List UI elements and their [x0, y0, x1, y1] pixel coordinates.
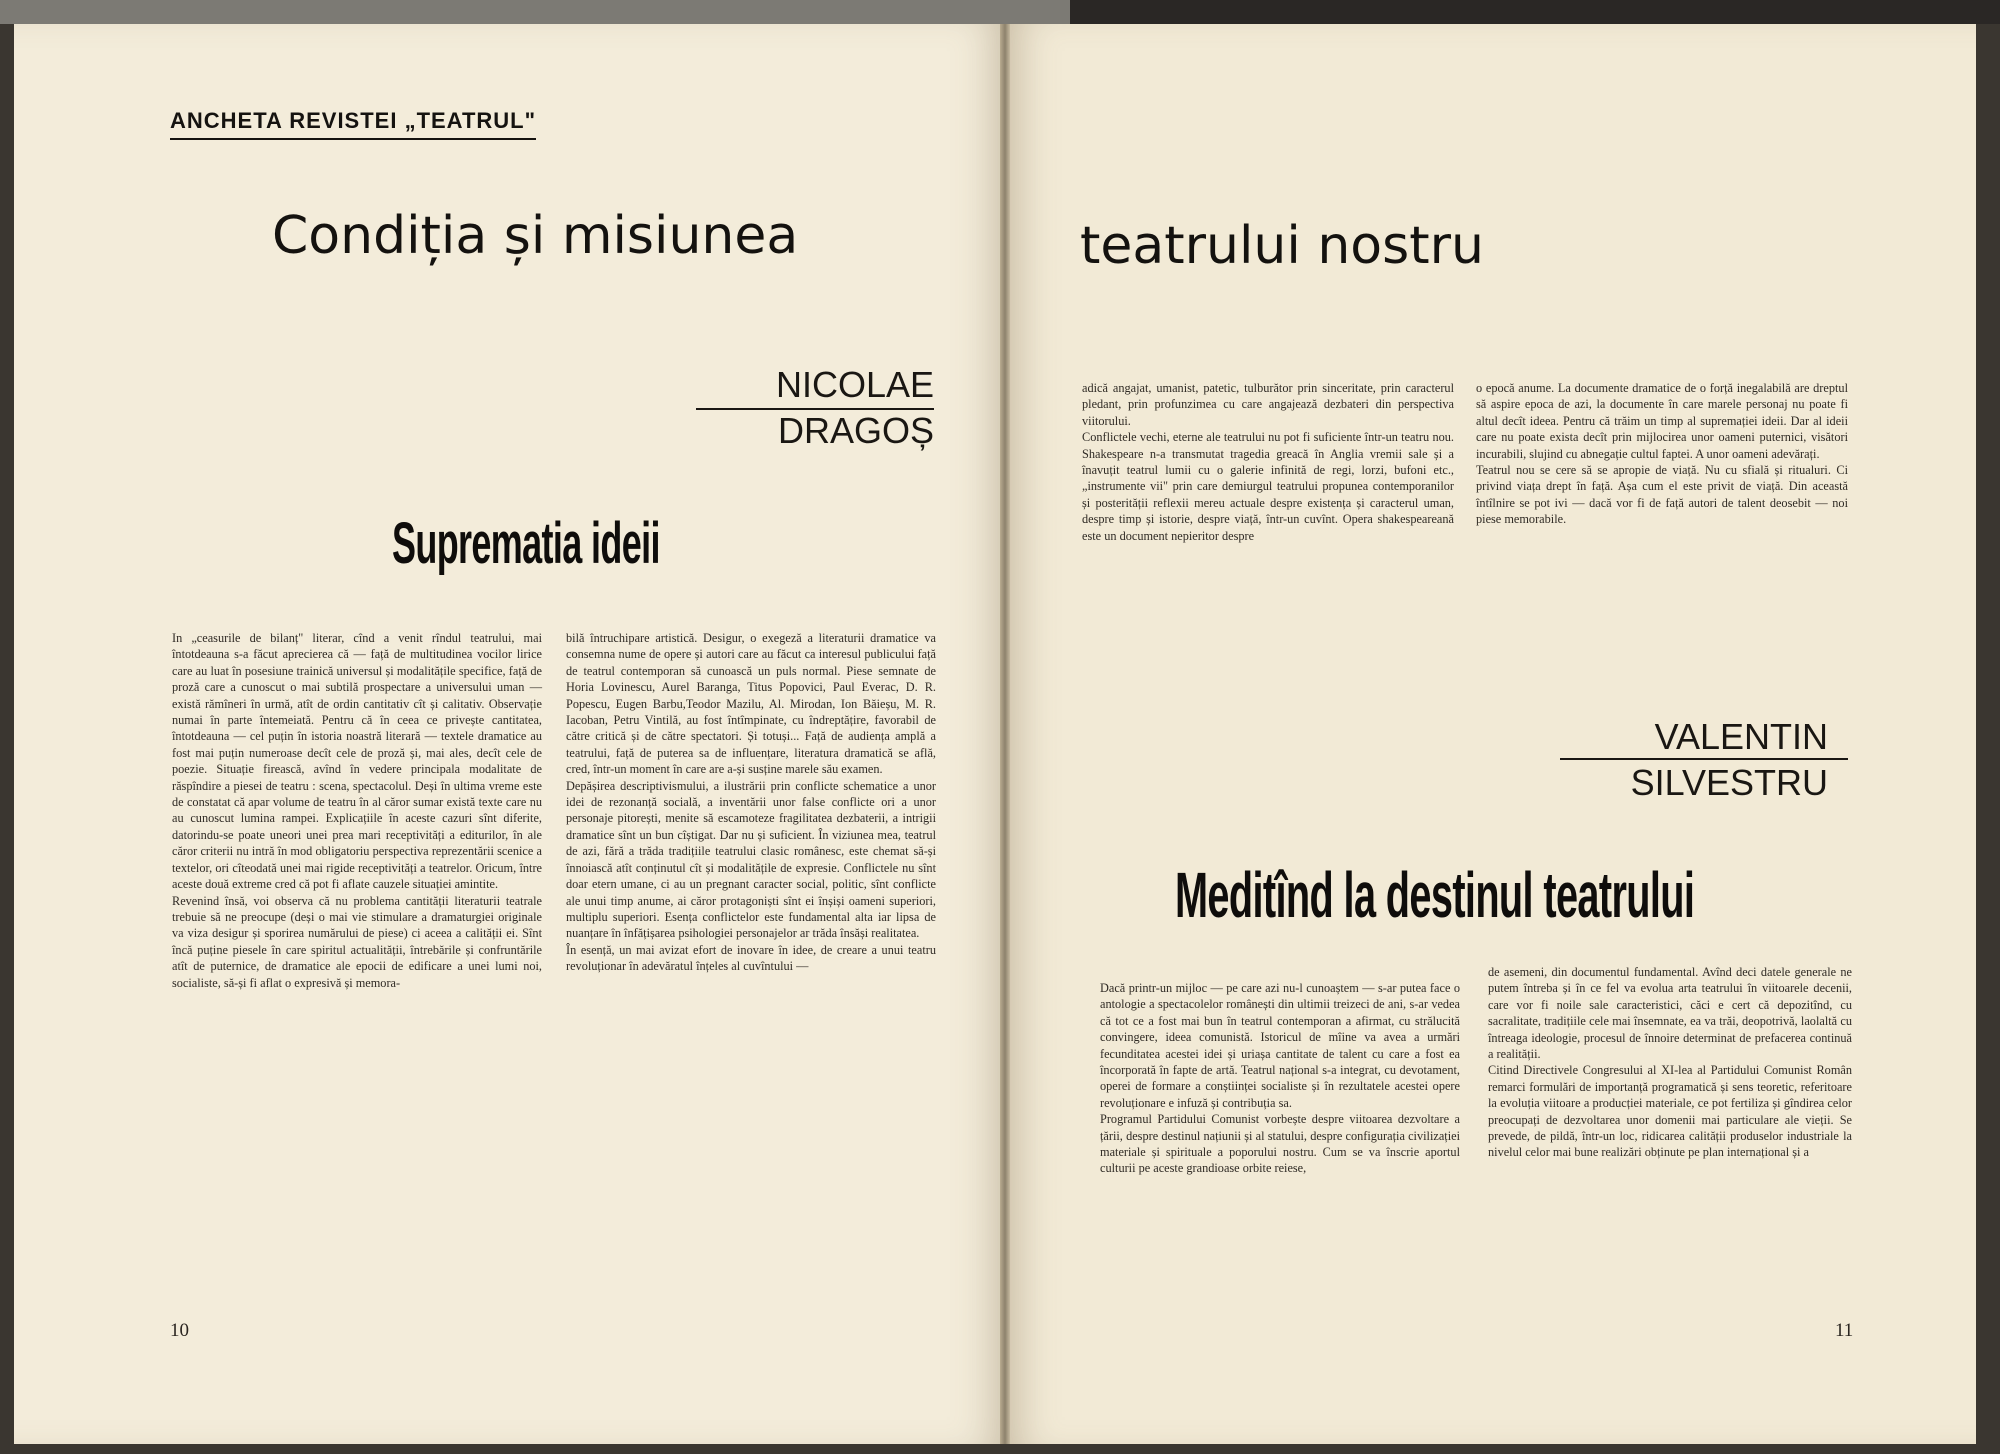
- top-edge-shadow: [0, 0, 1070, 24]
- author-first-name: NICOLAE: [775, 364, 934, 405]
- author2-divider: [1560, 758, 1848, 760]
- author-last-name: DRAGOȘ: [777, 410, 934, 451]
- page-number-right: 11: [1835, 1320, 1854, 1341]
- page-number-left: 10: [170, 1320, 189, 1341]
- book-gutter: [1000, 24, 1010, 1444]
- article2-title: Meditînd la destinul teatrului: [1175, 859, 1695, 931]
- article-title: Suprematia ideii: [392, 511, 660, 576]
- article1-column-4: o epocă anume. La documente dramatice de o forță inegalabilă are dreptul să aspire epoca de azi, la documente în care marele personaj nu poate fi altul decît ideea. Pentru că trăim un timp al supremației ideii. Dar al ideii care nu poate exista decît prin mijlocirea unor oameni puternici, visători incurabili, slujind cu abnegație cultul faptei. A unor oameni adevărați. Teatrul nou se cere să se apropie de viață. Nu cu sfială și ritualuri. Ci privind viața drept în față. Așa cum el este privit de viață. Din această întîlnire se pot ivi — dacă vor fi de față autori de talent deosebit — noi piese memorabile.: [1476, 381, 1848, 527]
- article2-column-2: de asemeni, din documentul fundamental. Avînd deci datele generale ne putem întreba și în ce fel va evolua arta teatrului în viitoarele decenii, care vor fi noile sale caracteristici, căci e cert că depozitînd, cu sacralitate, tradițiile cele mai însemnate, ea va trăi, deopotrivă, laolaltă cu întreaga ideologie, procesul de înnoire determinat de prefacerea continuă a realității. Citind Directivele Congresului al XI-lea al Partidului Comunist Român remarci formulări de importanță programatică și sens teoretic, referitoare la evoluția viitoare a producției materiale, ce pot fertiliza și gîndirea celor preocupați de dezvoltarea unor domenii mai particulare ale vieții. Se prevede, de pildă, într-un loc, ridicarea calității produselor industriale la nivelul celor mai bune realizări obținute pe plan internațional și a: [1488, 965, 1852, 1160]
- author2-last-name: SILVESTRU: [1630, 762, 1828, 803]
- spread-title-right: teatrului nostru: [1080, 216, 1484, 276]
- article1-column-2: bilă întruchipare artistică. Desigur, o exegeză a literaturii dramatice va consemna nume de opere și autori care au făcut ca interesul publicului față de teatrul contemporan să cunoască un puls normal. Piese semnate de Horia Lovinescu, Aurel Baranga, Titus Popovici, Paul Everac, D. R. Popescu, Eugen Barbu,Teodor Mazilu, Al. Mirodan, Ion Băieșu, M. R. Iacoban, Petru Vintilă, au fost întîmpinate, cu îndreptățire, favorabil de către critică și de către spectatori. Și totuși... Față de audiența amplă a teatrului, față de puterea sa de influențare, literatura dramatică se află, cred, într-un moment în care are a-și susține marele său examen. Depășirea descriptivismului, a ilustrării prin conflicte schematice a unor idei de rezonanță socială, a inventării unor false conflicte ori a unor personaje pitorești, menite să escamoteze fragilitatea dezbaterii, a intrigii dramatice sînt un bun cîștigat. Dar nu și suficient. În viziunea mea, teatrul de azi, fără a trăda tradițiile teatrului clasic românesc, este chemat să-și înnoiască atît conținutul cît și modalitățile de expresie. Conflictele nu sînt doar etern umane, ci au un pregnant caracter social, politic, sînt conflicte ale unui timp anume, ai căror protagoniști sînt ei înșiși oameni superiori, multiplu superiori. Esența conflictelor este fundamental alta iar lipsa de nuanțare în înfățișarea psihologiei personajelor ar trăda însăși realitatea. În esență, un mai avizat efort de inovare în idee, de creare a unui teatru revoluționar în adevăratul înțeles al cuvîntului —: [566, 631, 936, 974]
- article1-column-1: In „ceasurile de bilanț" literar, cînd a venit rîndul teatrului, mai întotdeauna s-a făcut aprecierea că — față de multitudinea vocilor lirice care au luat în posesiune trainică universul și modalitățile specifice, față de proză care a cunoscut o mai subtilă prospectare a universului uman — există rămîneri în urmă, atît de ordin cantitativ cît și calitativ. Observație numai în parte întemeiată. Pentru că în ceea ce privește cantitatea, întotdeauna — cel puțin în istoria noastră literară — textele dramatice au fost mai puțin numeroase decît cele de proză și, mai ales, decît cele de poezie. Situație firească, avînd în vedere principala modalitate de răspîndire a piesei de teatru : scena, spectacolul. Deși în ultima vreme este de constatat că apar volume de teatru în al căror sumar există texte care nu au cunoscut lumina rampei. Explicațiile în aceste cazuri sînt diferite, datorindu-se poate uneori unei prea mari receptivități a editurilor, în ale căror criterii nu intră în mod obligatoriu perspectiva reprezentării scenice a textelor, ori cîteodată unei mai rigide receptivități a teatrelor. Oricum, între aceste două extreme cred că pot fi aflate cauzele situației amintite. Revenind însă, voi observa că nu problema cantității literaturii teatrale trebuie să ne preocupe (deși o mai vie stimulare a dramaturgiei originale va viza desigur și sporirea numărului de piese) ci aceea a calității ei. Sînt încă puține piesele în care spiritul actualității, întrebările și confruntările atît de puternice, de dramatice ale epocii de edificare a unei lumi noi, socialiste, să-și fi aflat o expresivă și memora-: [172, 631, 542, 990]
- article2-column-1: Dacă printr-un mijloc — pe care azi nu-l cunoaștem — s-ar putea face o antologie a spectacolelor românești din ultimii treizeci de ani, s-ar vedea că tot ce a fost mai bun în teatrul contemporan a afirmat, cu strălucită convingere, ideea comunistă. Istoricul de mîine va avea a urmări fecunditatea acestei idei și uriașa cantitate de talent cu care a fost ea încorporată în fapte de artă. Teatrul național s-a integrat, cu devotament, operei de formare a conștiinței socialiste și în rezultatele acestei opere revoluționare e infuză și contribuția sa. Programul Partidului Comunist vorbește despre viitoarea dezvoltare a țării, despre destinul națiunii și al statului, despre configurația civilizației materiale și spirituale a poporului nostru. Cum se va înscrie aportul culturii pe aceste grandioase orbite reiese,: [1100, 981, 1460, 1176]
- survey-header: ANCHETA REVISTEI „TEATRUL": [170, 108, 536, 140]
- spread-title-left: Condiția și misiunea: [272, 206, 799, 266]
- author2-first-name: VALENTIN: [1654, 716, 1828, 757]
- article1-column-3: adică angajat, umanist, patetic, tulburător prin sinceritate, prin caracterul pledant, prin profunzimea cu care angajează dezbateri din perspectiva viitorului. Conflictele vechi, eterne ale teatrului nu pot fi suficiente într-un teatru nou. Shakespeare n-a transmutat tragedia greacă în Anglia vremii sale și a înavuțit teatrul lumii cu o galerie infinită de regi, lorzi, bufoni etc., „instrumente vii" prin care demiurgul teatrului propunea contemporanilor și posterității reflexii mereu actuale despre existența și caracterul uman, despre timp și istorie, despre viață, într-un cuvînt. Opera shakespeareană este un document nepieritor despre: [1082, 381, 1454, 543]
